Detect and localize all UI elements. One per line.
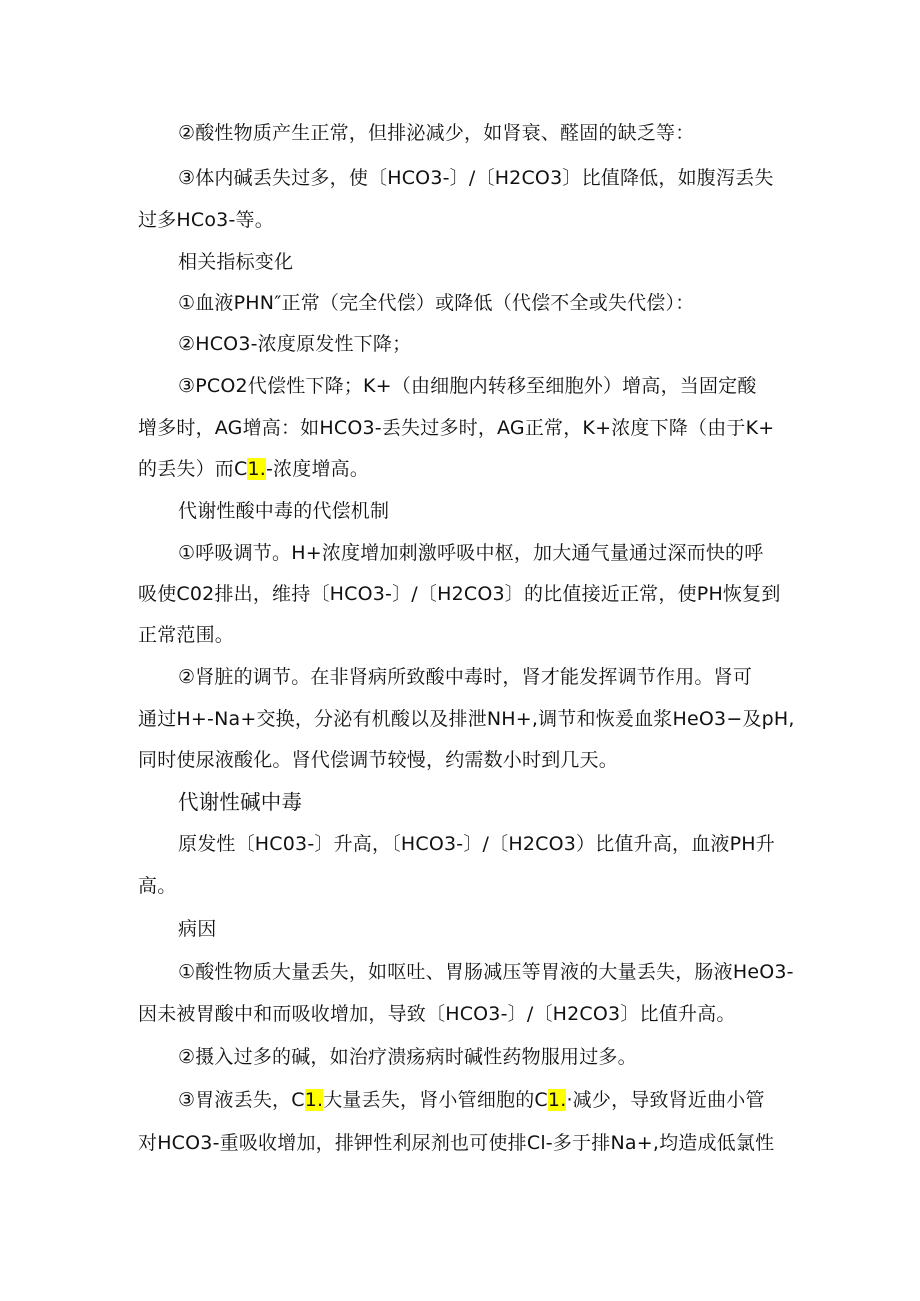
paragraph-continuation: 的丢失）而C1.-浓度增高。 (138, 458, 370, 480)
paragraph: ②酸性物质产生正常，但排泌减少，如肾衰、醛固的缺乏等： (178, 122, 695, 144)
section-label: 病因 (178, 918, 217, 940)
paragraph: ①呼吸调节。H+浓度增加刺激呼吸中枢，加大通气量通过深而快的呼 (178, 542, 764, 564)
section-heading: 代谢性碱中毒 (178, 790, 303, 814)
paragraph: ③PCO2代偿性下降；K+（由细胞内转移至细胞外）增高，当固定酸 (178, 375, 757, 397)
paragraph-continuation: 高。 (138, 875, 177, 897)
paragraph: ②HCO3-浓度原发性下降； (178, 333, 412, 355)
paragraph-continuation: 增多时，AG增高：如HCO3-丢失过多时，AG正常，K+浓度下降（由于K+ (138, 417, 775, 439)
paragraph-continuation: 吸使C02排出，维持〔HCO3-〕/〔H2CO3〕的比值接近正常，使PH恢复到 (138, 583, 781, 605)
paragraph: ①酸性物质大量丢失，如呕吐、胃肠减压等胃液的大量丢失，肠液HeO3- (178, 961, 794, 983)
paragraph-continuation: 过多HCo3-等。 (138, 209, 274, 231)
paragraph: ②肾脏的调节。在非肾病所致酸中毒时，肾才能发挥调节作用。肾可 (178, 666, 753, 688)
paragraph: ②摄入过多的碱，如治疗溃疡病时碱性药物服用过多。 (178, 1046, 637, 1068)
highlight-mark: 1. (247, 458, 266, 480)
highlight-mark: 1. (304, 1089, 324, 1111)
paragraph-continuation: 对HCO3-重吸收增加，排钾性利尿剂也可使排Cl-多于排Na+,均造成低氯性 (138, 1132, 775, 1154)
paragraph-continuation: 正常范围。 (138, 624, 235, 646)
paragraph-continuation: 同时使尿液酸化。肾代偿调节较慢，约需数小时到几天。 (138, 749, 619, 771)
paragraph-continuation: 通过H+-Na+交换，分泌有机酸以及排泄NH+,调节和恢爰血浆HeO3−及pH, (138, 708, 795, 730)
section-label: 相关指标变化 (178, 251, 294, 273)
highlight-mark: 1. (547, 1089, 567, 1111)
section-label: 代谢性酸中毒的代偿机制 (178, 500, 390, 522)
paragraph: ①血液PHN″正常（完全代偿）或降低（代偿不全或失代偿）： (178, 292, 695, 314)
paragraph: ③体内碱丢失过多，使〔HCO3-〕/〔H2CO3〕比值降低，如腹泻丢失 (178, 167, 774, 189)
paragraph: 原发性〔HC03-〕升高，〔HCO3-〕/〔H2CO3）比值升高，血液PH升 (178, 833, 775, 855)
paragraph-continuation: 因未被胃酸中和而吸收增加，导致〔HCO3-〕/〔H2CO3〕比值升高。 (138, 1003, 736, 1025)
paragraph: ③胃液丢失，C1.大量丢失，肾小管细胞的C1.·减少，导致肾近曲小管 (178, 1089, 765, 1111)
